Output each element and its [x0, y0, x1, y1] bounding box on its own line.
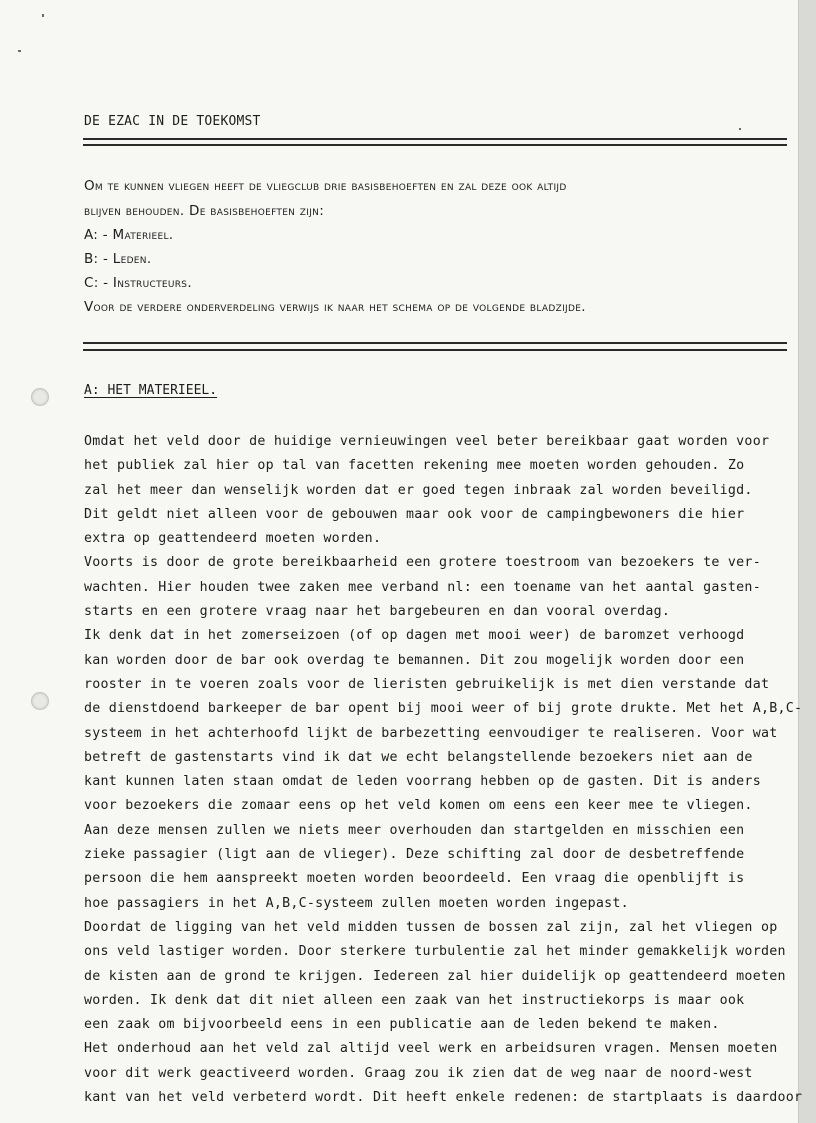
body-line: voor bezoekers die zomaar eens op het veld komen om eens een keer mee te vliegen. [84, 798, 753, 814]
paper-speck [739, 128, 741, 130]
body-line: het publiek zal hier op tal van facetten rekening mee moeten worden gehouden. Zo [84, 458, 745, 474]
body-line: Omdat het veld door de huidige vernieuwingen veel beter bereikbaar gaat worden voor [84, 434, 770, 449]
body-line: voor dit werk geactiveerd worden. Graag zou ik zien dat de weg naar de noord-west [84, 1065, 753, 1081]
body-line: betreft de gastenstarts vind ik dat we echt belangstellende bezoekers niet aan de [84, 749, 753, 765]
paper-speck [18, 50, 21, 52]
body-line: de dienstdoend barkeeper de bar opent bij mooi weer of bij grote drukte. Met het A,B,C- [84, 701, 803, 717]
page-title: DE EZAC IN DE TOEKOMST [84, 114, 261, 129]
body-line: kan worden door de bar ook overdag te bemannen. Dit zou mogelijk worden door een [84, 652, 745, 668]
punch-hole-top [31, 388, 49, 406]
body-line: een zaak om bijvoorbeeld eens in een publicatie aan de leden bekend te maken. [84, 1017, 720, 1033]
body-line: Het onderhoud aan het veld zal altijd veel werk en arbeidsuren vragen. Mensen moeten [84, 1041, 778, 1057]
intro-line: A: - Materieel. [84, 227, 174, 243]
body-line: wachten. Hier houden twee zaken mee verband nl: een toename van het aantal gasten- [84, 579, 761, 595]
body-line: ons veld lastiger worden. Door sterkere turbulentie zal het minder gemakkelijk worden [84, 944, 786, 960]
intro-line: blijven behouden. De basisbehoeften zijn: [84, 203, 325, 219]
body-line: zal het meer dan wenselijk worden dat er goed tegen inbraak zal worden beveiligd. [84, 482, 753, 498]
body-line: Doordat de ligging van het veld midden tussen de bossen zal zijn, zal het vliegen op [84, 919, 778, 935]
body-line: Voorts is door de grote bereikbaarheid een grotere toestroom van bezoekers te ver- [84, 555, 761, 571]
section-heading: A: HET MATERIEEL. [84, 383, 218, 398]
intro-line: Voor de verdere onderverdeling verwijs ik naar het schema op de volgende bladzijde. [84, 299, 586, 315]
body-line: rooster in te voeren zoals voor de lieristen gebruikelijk is met dien verstande dat [84, 676, 770, 692]
intro-line: B: - Leden. [84, 251, 152, 267]
divider-line [83, 349, 787, 351]
body-line: Aan deze mensen zullen we niets meer overhouden dan startgelden en misschien een [84, 822, 745, 838]
divider-line [83, 342, 787, 344]
body-line: kant van het veld verbeterd wordt. Dit heeft enkele redenen: de startplaats is daardoor [84, 1090, 803, 1106]
body-line: persoon die hem aanspreekt moeten worden beoordeeld. Een vraag die openblijft is [84, 871, 745, 887]
body-line: hoe passagiers in het A,B,C-systeem zullen moeten worden ingepast. [84, 895, 629, 911]
body-line: extra op geattendeerd moeten worden. [84, 531, 382, 547]
punch-hole-bottom [31, 692, 49, 710]
body-line: Ik denk dat in het zomerseizoen (of op dagen met mooi weer) de baromzet verhoogd [84, 628, 745, 644]
body-text [84, 430, 803, 1110]
paper-speck [42, 14, 44, 17]
body-line: Dit geldt niet alleen voor de gebouwen maar ook voor de campingbewoners die hier [84, 506, 745, 522]
intro-line: Om te kunnen vliegen heeft de vliegclub drie basisbehoeften en zal deze ook altijd [84, 178, 567, 194]
body-line: systeem in het achterhoofd lijkt de barbezetting eenvoudiger te realiseren. Voor wat [84, 725, 778, 741]
divider-line [83, 144, 787, 146]
body-line: zieke passagier (ligt aan de vlieger). Deze schifting zal door de desbetreffende [84, 847, 745, 863]
body-line: worden. Ik denk dat dit niet alleen een zaak van het instructiekorps is maar ook [84, 992, 745, 1008]
body-line: de kisten aan de grond te krijgen. Iedereen zal hier duidelijk op geattendeerd moeten [84, 968, 786, 984]
body-line: starts en een grotere vraag naar het bargebeuren en dan vooral overdag. [84, 604, 671, 620]
intro-line: C: - Instructeurs. [84, 275, 192, 291]
divider-line [83, 138, 787, 140]
body-line: kant kunnen laten staan omdat de leden voorrang hebben op de gasten. Dit is anders [84, 774, 761, 790]
